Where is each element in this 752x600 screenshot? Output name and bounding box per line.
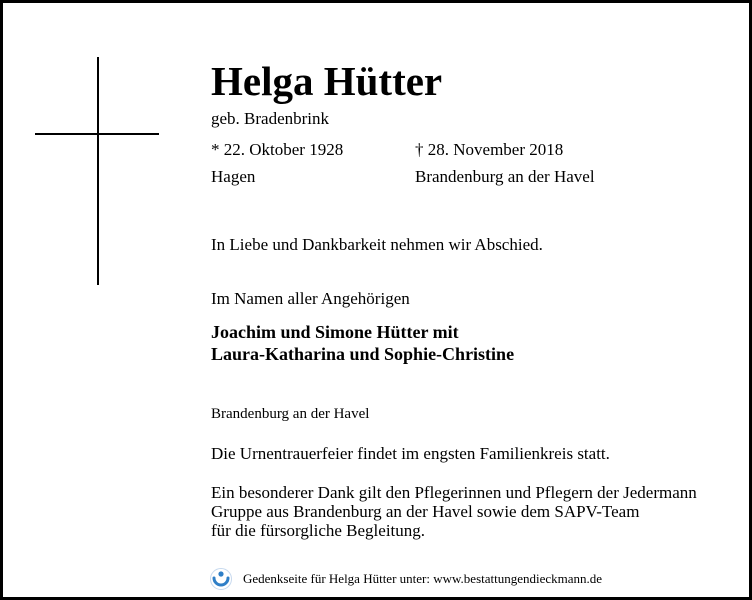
memorial-logo-icon (209, 567, 233, 591)
memorial-link[interactable]: Gedenkseite für Helga Hütter unter: www.bestattungendieckmann.de (243, 571, 603, 586)
death-place: Brandenburg an der Havel (415, 167, 595, 186)
birth-place: Hagen (211, 167, 256, 186)
thanks-line: Gruppe aus Brandenburg an der Havel sowie dem SAPV-Team (211, 502, 640, 521)
birth-date: * 22. Oktober 1928 (211, 140, 344, 159)
thanks-line: Ein besonderer Dank gilt den Pflegerinnen und Pflegern der Jedermann (211, 483, 697, 502)
ceremony-note: Die Urnentrauerfeier findet im engsten Familienkreis statt. (211, 444, 610, 463)
on-behalf-text: Im Namen aller Angehörigen (211, 289, 410, 308)
cross-horizontal-bar (35, 133, 159, 135)
birth-name: geb. Bradenbrink (211, 109, 330, 128)
thanks-line: für die fürsorgliche Begleitung. (211, 521, 426, 540)
mourners-line: Laura-Katharina und Sophie-Christine (211, 344, 515, 364)
place-line: Brandenburg an der Havel (211, 406, 370, 422)
mourners-line: Joachim und Simone Hütter mit (211, 322, 459, 342)
farewell-text: In Liebe und Dankbarkeit nehmen wir Abschied. (211, 235, 543, 254)
deceased-name: Helga Hütter (211, 58, 443, 104)
death-date: † 28. November 2018 (415, 140, 564, 159)
cross-vertical-bar (97, 57, 99, 285)
